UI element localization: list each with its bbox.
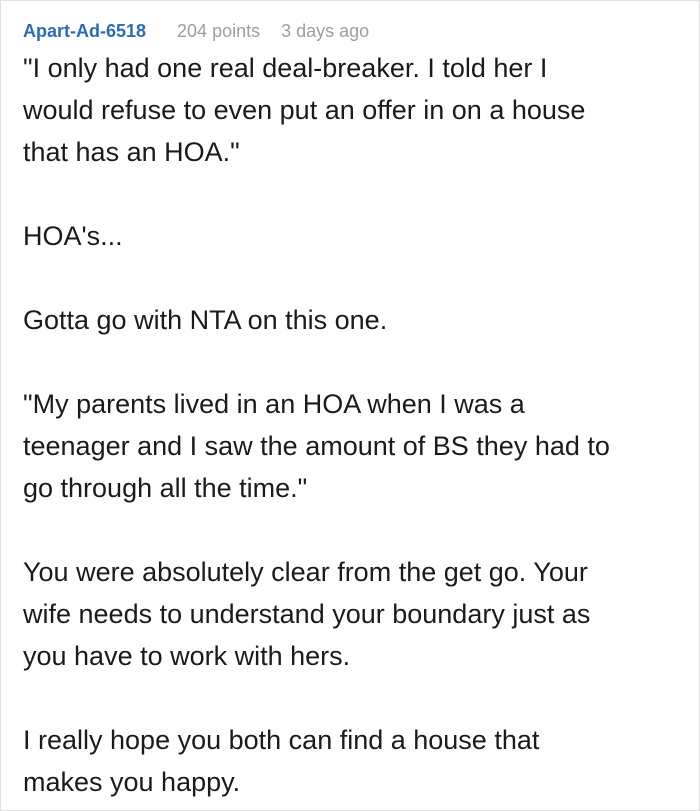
comment-line: teenager and I saw the amount of BS they had to <box>23 431 610 461</box>
comment-line: I really hope you both can find a house that <box>23 725 540 755</box>
comment-paragraph <box>23 215 681 257</box>
comment-line: that has an HOA." <box>23 137 240 167</box>
comment-body <box>23 47 681 803</box>
comment-line: go through all the time." <box>23 473 308 503</box>
comment-line: would refuse to even put an offer in on a house <box>23 95 586 125</box>
comment-line: Gotta go with NTA on this one. <box>23 305 388 335</box>
comment-paragraph <box>23 551 681 677</box>
comment-line: "My parents lived in an HOA when I was a <box>23 389 525 419</box>
comment-line: "I only had one real deal-breaker. I told her I <box>23 53 548 83</box>
comment-line: HOA's... <box>23 221 123 251</box>
comment-points: 204 points <box>177 21 261 41</box>
comment-timestamp: 3 days ago <box>281 21 370 41</box>
comment-line: wife needs to understand your boundary just as <box>23 599 591 629</box>
comment-line: makes you happy. <box>23 767 241 797</box>
comment-paragraph <box>23 299 681 341</box>
comment-paragraph <box>23 47 681 173</box>
comment-author-link[interactable]: Apart-Ad-6518 <box>23 21 147 41</box>
comment-line: You were absolutely clear from the get go. Your <box>23 557 588 587</box>
comment-paragraph <box>23 719 681 803</box>
comment-paragraph <box>23 383 681 509</box>
comment-header <box>23 20 681 42</box>
comment-line: you have to work with hers. <box>23 641 351 671</box>
